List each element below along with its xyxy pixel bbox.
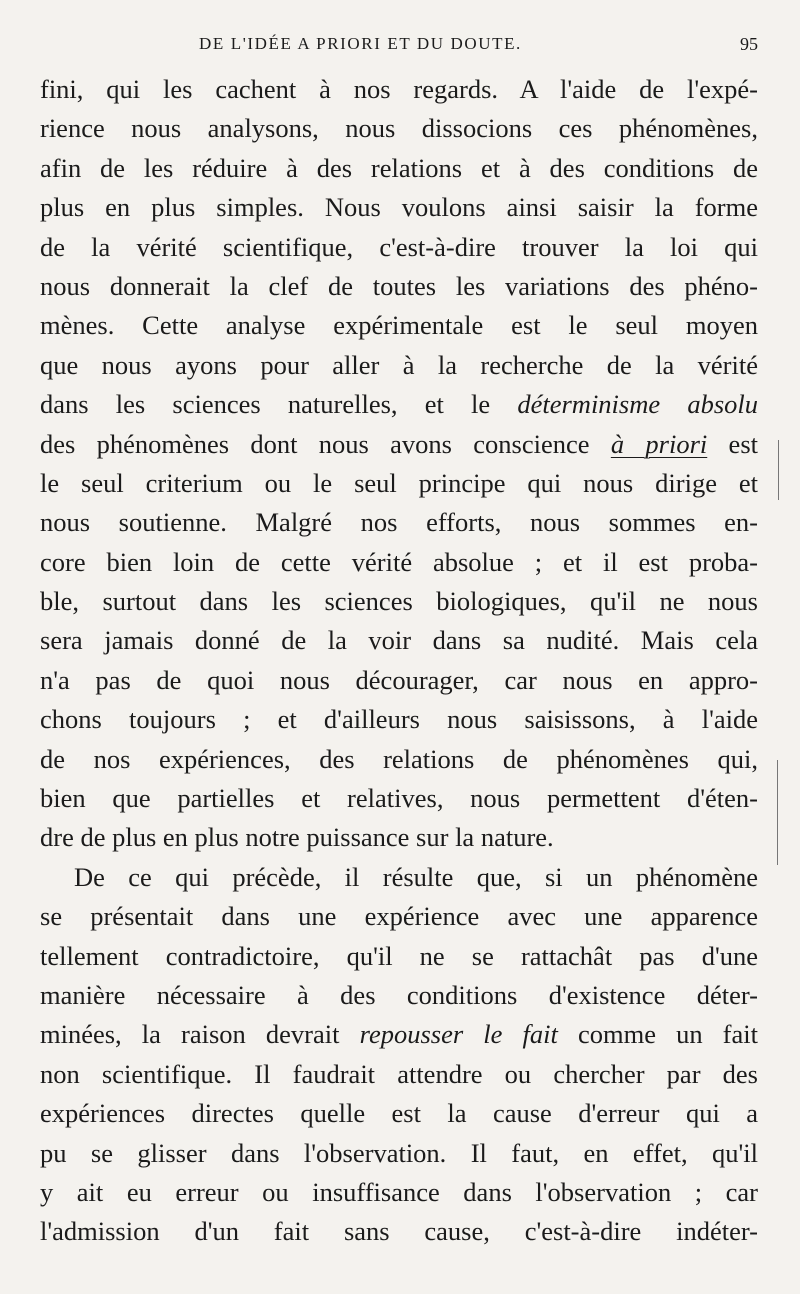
text-line bbox=[40, 1015, 758, 1054]
italic-phrase: déterminisme absolu bbox=[517, 389, 759, 420]
text-line: rience nous analysons, nous dissocions ces phénomènes, bbox=[40, 113, 758, 144]
text-line: expériences directes quelle est la cause d'erreur qui a bbox=[40, 1098, 758, 1129]
text-line: non scientifique. Il faudrait attendre ou chercher par des bbox=[40, 1058, 758, 1089]
text-line: nous soutienne. Malgré nos efforts, nous sommes en- bbox=[40, 507, 758, 538]
text-line bbox=[40, 385, 758, 424]
text-segment: est bbox=[707, 428, 758, 459]
text-line: pu se glisser dans l'observation. Il faut, en effet, qu'il bbox=[40, 1137, 758, 1168]
page-header bbox=[0, 34, 800, 58]
text-segment: comme un fait bbox=[557, 1019, 758, 1050]
text-line: se présentait dans une expérience avec une apparence bbox=[40, 901, 758, 932]
text-line: de la vérité scientifique, c'est-à-dire trouver la loi qui bbox=[40, 231, 758, 262]
text-line: le seul criterium ou le seul principe qui nous dirige et bbox=[40, 467, 758, 498]
text-line: bien que partielles et relatives, nous permettent d'éten- bbox=[40, 783, 758, 814]
text-segment: dans les sciences naturelles, et le bbox=[40, 389, 518, 420]
text-line: n'a pas de quoi nous décourager, car nous en appro- bbox=[40, 664, 758, 695]
text-line: sera jamais donné de la voir dans sa nudité. Mais cela bbox=[40, 625, 758, 656]
text-line: de nos expériences, des relations de phénomènes qui, bbox=[40, 743, 758, 774]
text-line: core bien loin de cette vérité absolue ; et il est proba- bbox=[40, 546, 758, 577]
body-text bbox=[40, 70, 758, 1252]
text-segment: des phénomènes dont nous avons conscience bbox=[40, 428, 611, 459]
paragraph-first-line: De ce qui précède, il résulte que, si un phénomène bbox=[74, 861, 758, 892]
text-line: manière nécessaire à des conditions d'existence déter- bbox=[40, 979, 758, 1010]
text-line: l'admission d'un fait sans cause, c'est-à-dire indéter- bbox=[40, 1216, 758, 1247]
text-line: ble, surtout dans les sciences biologiques, qu'il ne nous bbox=[40, 586, 758, 617]
text-line: plus en plus simples. Nous voulons ainsi saisir la forme bbox=[40, 192, 758, 223]
page-number: 95 bbox=[740, 34, 758, 54]
text-line: chons toujours ; et d'ailleurs nous saisissons, à l'aide bbox=[40, 704, 758, 735]
text-line: fini, qui les cachent à nos regards. A l'aide de l'expé- bbox=[40, 74, 758, 104]
paragraph-last-line: dre de plus en plus notre puissance sur la nature. bbox=[40, 822, 554, 853]
text-line: y ait eu erreur ou insuffisance dans l'observation ; car bbox=[40, 1176, 758, 1207]
italic-phrase: à priori bbox=[610, 428, 708, 459]
text-segment: minées, la raison devrait bbox=[40, 1019, 360, 1050]
margin-pencil-mark bbox=[777, 760, 778, 865]
text-line: tellement contradictoire, qu'il ne se rattachât pas d'une bbox=[40, 940, 758, 971]
text-line: nous donnerait la clef de toutes les variations des phéno- bbox=[40, 270, 758, 301]
text-line bbox=[40, 425, 758, 464]
margin-pencil-mark bbox=[778, 440, 779, 500]
italic-phrase: repousser le fait bbox=[359, 1019, 558, 1050]
running-title: DE L'IDÉE A PRIORI ET DU DOUTE. bbox=[199, 34, 522, 53]
text-line: que nous ayons pour aller à la recherche de la vérité bbox=[40, 349, 758, 380]
text-line: mènes. Cette analyse expérimentale est le seul moyen bbox=[40, 310, 758, 341]
text-line: afin de les réduire à des relations et à des conditions de bbox=[40, 152, 758, 183]
